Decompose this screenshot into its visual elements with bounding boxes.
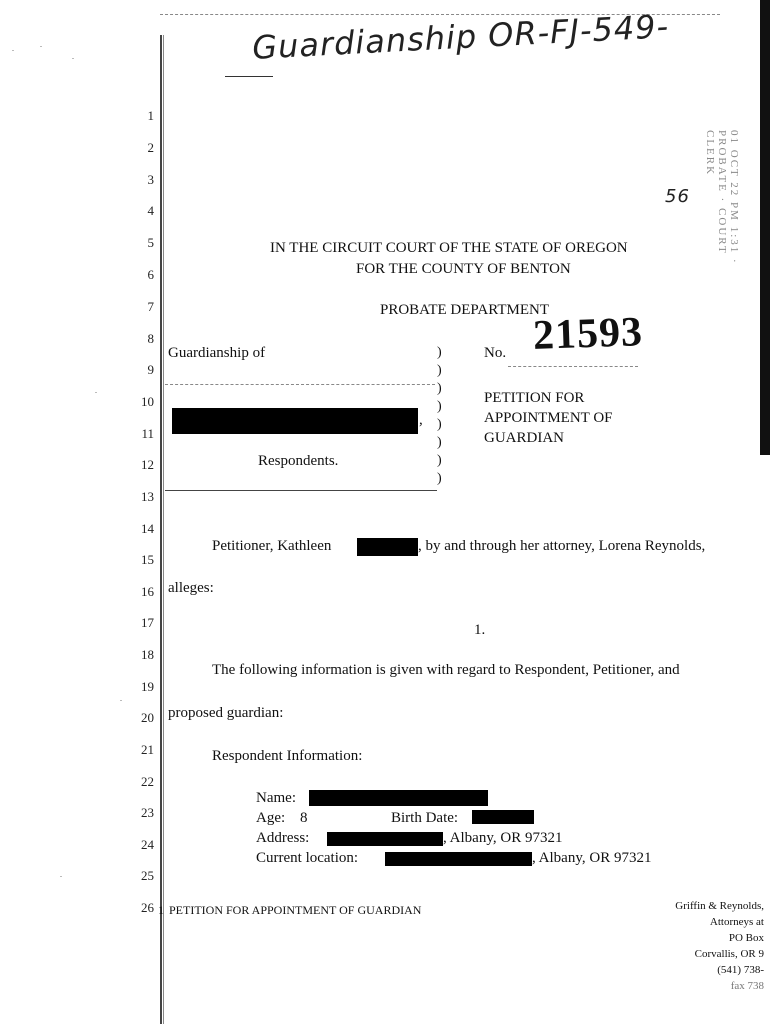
line-number: 12 xyxy=(141,457,154,472)
section-number: 1. xyxy=(474,622,486,638)
scan-speck xyxy=(60,876,62,877)
caption-bracket: ) xyxy=(437,363,442,378)
caption-bottom-rule xyxy=(165,490,437,491)
probate-department: PROBATE DEPARTMENT xyxy=(380,302,549,318)
petition-title-line1: PETITION FOR xyxy=(484,390,585,406)
line-number: 22 xyxy=(141,774,154,789)
line-number: 1 xyxy=(147,108,154,123)
line-number: 18 xyxy=(141,647,154,662)
court-name-line1: IN THE CIRCUIT COURT OF THE STATE OF OREGON xyxy=(270,240,628,256)
caption-bracket: ) xyxy=(437,435,442,450)
line-number: 4 xyxy=(147,203,154,218)
line-number: 23 xyxy=(141,805,154,820)
line-number: 16 xyxy=(141,584,154,599)
name-label: Name: xyxy=(256,790,296,806)
info-paragraph-line1: The following information is given with regard to Respondent, Petitioner, and xyxy=(212,662,680,678)
respondent-info-heading: Respondent Information: xyxy=(212,748,363,764)
left-margin-rule-inner xyxy=(163,35,164,1024)
scan-speck xyxy=(12,50,14,51)
handwritten-case-header: Guardianship OR-FJ-549- xyxy=(251,7,670,67)
address-label: Address: xyxy=(256,830,310,846)
line-number: 5 xyxy=(147,235,154,250)
handwritten-underline xyxy=(225,76,273,77)
redacted-birth-date xyxy=(472,810,534,824)
line-number: 17 xyxy=(141,615,154,630)
redacted-petitioner-surname xyxy=(357,538,418,556)
line-number: 14 xyxy=(141,521,154,536)
firm-line: PO Box xyxy=(728,932,764,944)
age-label: Age: xyxy=(256,810,286,826)
caption-top-dash xyxy=(165,384,435,385)
stamp-handwritten-mark: 56 xyxy=(665,186,690,207)
respondents-label: Respondents. xyxy=(258,453,339,469)
line-number: 21 xyxy=(141,742,154,757)
guardianship-of-label: Guardianship of xyxy=(168,345,266,361)
line-number: 6 xyxy=(147,267,154,282)
line-number: 20 xyxy=(141,710,154,725)
caption-bracket: ) xyxy=(437,471,442,486)
firm-line: Griffin & Reynolds, xyxy=(675,900,764,912)
scan-speck xyxy=(120,700,122,701)
line-number: 3 xyxy=(147,172,154,187)
redacted-respondent-full-name xyxy=(309,790,488,806)
caption-comma: , xyxy=(419,412,423,428)
caption-bracket: ) xyxy=(437,417,442,432)
birth-date-label: Birth Date: xyxy=(391,810,459,826)
scan-speck xyxy=(40,46,42,47)
line-number: 19 xyxy=(141,679,154,694)
line-number: 8 xyxy=(147,331,154,346)
redacted-respondent-name xyxy=(172,408,418,434)
line-number: 7 xyxy=(147,299,154,314)
caption-bracket: ) xyxy=(437,345,442,360)
alleges-text: alleges: xyxy=(168,580,214,596)
redacted-current-location xyxy=(385,852,532,866)
line-number: 9 xyxy=(147,362,154,377)
line-number: 25 xyxy=(141,868,154,883)
case-no-label: No. xyxy=(484,345,507,361)
left-margin-rule xyxy=(160,35,162,1024)
firm-line: Attorneys at xyxy=(709,916,764,928)
redacted-street-address xyxy=(327,832,443,846)
line-number: 11 xyxy=(141,426,154,441)
caption-bracket: ) xyxy=(437,453,442,468)
age-value: 8 xyxy=(300,810,308,826)
footer-document-title: PETITION FOR APPOINTMENT OF GUARDIAN xyxy=(169,903,422,917)
current-location-label: Current location: xyxy=(256,850,359,866)
line-number: 10 xyxy=(141,394,154,409)
line-number: 2 xyxy=(147,140,154,155)
case-no-underline xyxy=(508,366,638,367)
line-number: 13 xyxy=(141,489,154,504)
info-paragraph-line2: proposed guardian: xyxy=(168,705,284,721)
petition-title-line2: APPOINTMENT OF xyxy=(484,410,613,426)
footer-page-number: 1 xyxy=(158,903,164,917)
clerk-filing-stamp: 01 OCT 22 PM 1:31 · PROBATE · COURT CLERK xyxy=(704,130,740,265)
scan-speck xyxy=(95,392,97,393)
location-city: , Albany, OR 97321 xyxy=(532,850,652,866)
court-county: FOR THE COUNTY OF BENTON xyxy=(356,261,571,277)
line-number: 26 xyxy=(141,900,154,915)
firm-line: Corvallis, OR 9 xyxy=(694,948,764,960)
caption-bracket: ) xyxy=(437,381,442,396)
firm-line: (541) 738- xyxy=(717,964,764,976)
case-number-stamp: 21593 xyxy=(532,309,644,359)
line-number: 24 xyxy=(141,837,154,852)
caption-bracket: ) xyxy=(437,399,442,414)
scan-speck xyxy=(72,58,74,59)
right-page-edge xyxy=(760,0,770,455)
intro-paragraph-end: , by and through her attorney, Lorena Reynolds, xyxy=(418,538,706,554)
firm-line: fax 738 xyxy=(730,980,764,992)
address-city: , Albany, OR 97321 xyxy=(443,830,563,846)
line-number: 15 xyxy=(141,552,154,567)
intro-paragraph-start: Petitioner, Kathleen xyxy=(212,538,332,554)
petition-title-line3: GUARDIAN xyxy=(484,430,564,446)
